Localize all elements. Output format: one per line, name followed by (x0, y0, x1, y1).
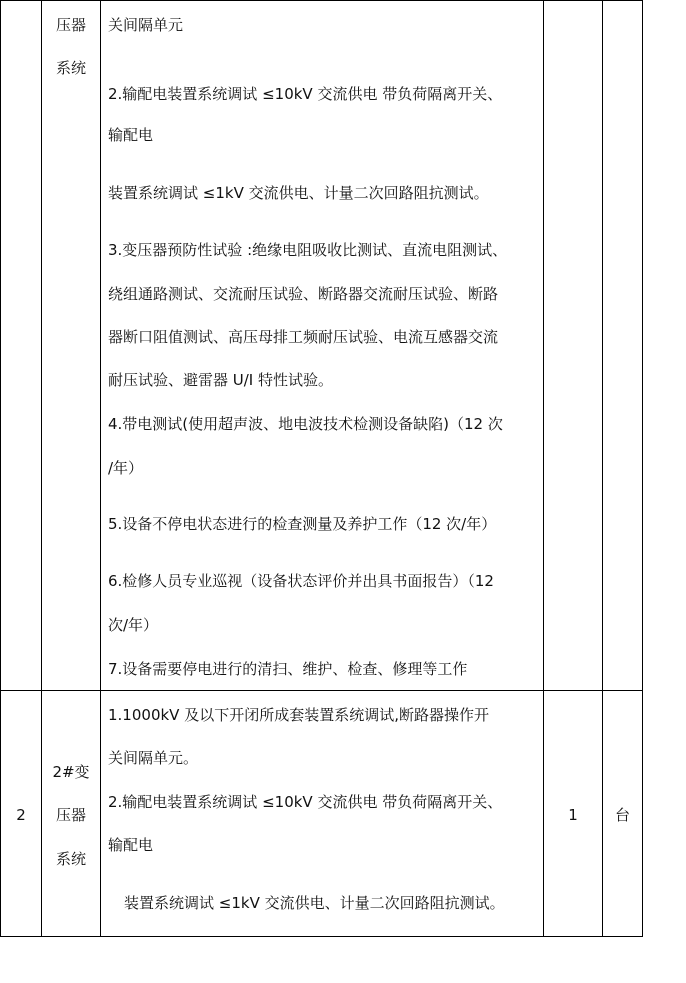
unit-cell: 台 (614, 806, 630, 824)
content-line: 输配电 (108, 126, 154, 144)
content-line: 7.设备需要停电进行的清扫、维护、检查、修理等工作 (108, 660, 468, 678)
content-line: 3.变压器预防性试验 :绝缘电阻吸收比测试、直流电阻测试、 (108, 241, 508, 259)
table-border-right (642, 0, 643, 937)
content-line: 关间隔单元。 (108, 749, 199, 767)
column-divider-4 (602, 0, 603, 937)
content-line: 关间隔单元 (108, 16, 184, 34)
content-line: 器断口阻值测试、高压母排工频耐压试验、电流互感器交流 (108, 328, 499, 346)
content-line: 1.1000kV 及以下开闭所成套装置系统调试,断路器操作开 (108, 706, 489, 724)
content-line: 次/年） (108, 616, 159, 634)
row-number: 2 (16, 806, 26, 824)
system-name-line: 压器 (55, 806, 86, 824)
system-name-line: 2#变 (52, 763, 90, 781)
table-border-left (0, 0, 1, 937)
content-line: 绕组通路测试、交流耐压试验、断路器交流耐压试验、断路 (108, 285, 499, 303)
content-line: 装置系统调试 ≤1kV 交流供电、计量二次回路阻抗测试。 (108, 184, 489, 202)
system-name-line: 系统 (55, 850, 86, 868)
content-line: 2.输配电装置系统调试 ≤10kV 交流供电 带负荷隔离开关、 (108, 85, 503, 103)
content-line: 耐压试验、避雷器 U/I 特性试验。 (108, 371, 333, 389)
content-line: 装置系统调试 ≤1kV 交流供电、计量二次回路阻抗测试。 (124, 894, 505, 912)
content-line: 6.检修人员专业巡视（设备状态评价并出具书面报告）（12 (108, 572, 494, 590)
system-name-line: 压器 (55, 16, 86, 34)
table-border-top (0, 0, 643, 1)
column-divider-3 (543, 0, 544, 937)
column-divider-2 (100, 0, 101, 937)
content-line: 5.设备不停电状态进行的检查测量及养护工作（12 次/年） (108, 515, 497, 533)
content-line: 4.带电测试(使用超声波、地电波技术检测设备缺陷)（12 次 (108, 415, 503, 433)
system-name-line: 系统 (55, 59, 86, 77)
content-line: /年） (108, 459, 144, 477)
content-line: 输配电 (108, 836, 154, 854)
row-divider (0, 690, 643, 691)
quantity-cell: 1 (568, 806, 578, 824)
column-divider-1 (41, 0, 42, 937)
content-line: 2.输配电装置系统调试 ≤10kV 交流供电 带负荷隔离开关、 (108, 793, 503, 811)
table-border-bottom (0, 936, 643, 937)
